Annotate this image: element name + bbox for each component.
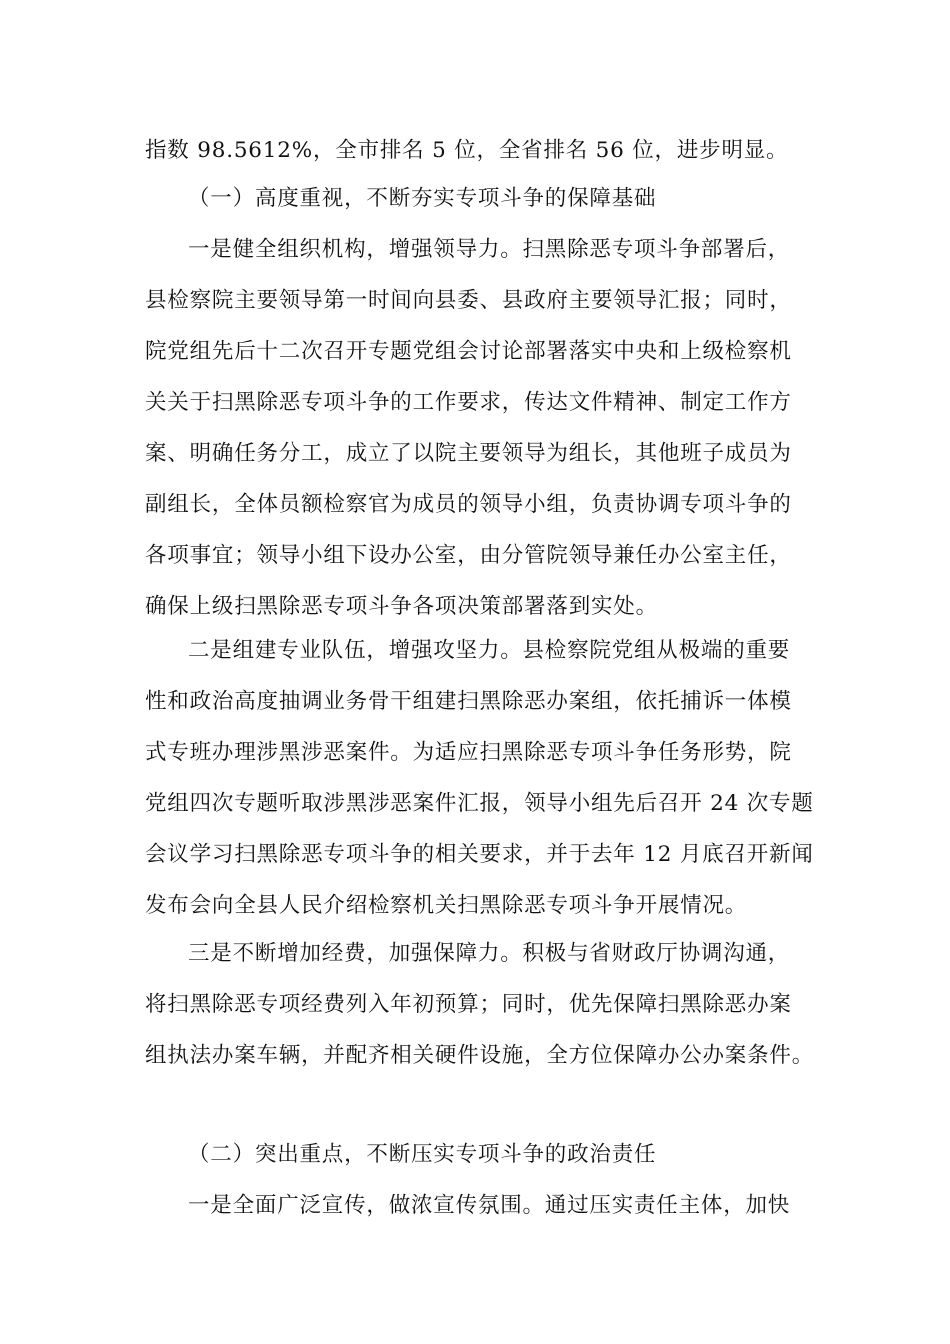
section-heading: （一）高度重视，不断夯实专项斗争的保障基础 xyxy=(188,186,657,211)
paragraph-line: 会议学习扫黑除恶专项斗争的相关要求，并于去年 12 月底召开新闻 xyxy=(145,842,814,867)
paragraph-line: 式专班办理涉黑涉恶案件。为适应扫黑除恶专项斗争任务形势，院 xyxy=(145,740,792,765)
paragraph-line: 关关于扫黑除恶专项斗争的工作要求，传达文件精神、制定工作方 xyxy=(145,390,792,415)
paragraph-line: 二是组建专业队伍，增强攻坚力。县检察院党组从极端的重要 xyxy=(188,638,791,663)
paragraph-line: 院党组先后十二次召开专题党组会讨论部署落实中央和上级检察机 xyxy=(145,339,792,364)
text-line: 指数 98.5612%，全市排名 5 位，全省排名 56 位，进步明显。 xyxy=(145,138,789,163)
paragraph-line: 一是健全组织机构，增强领导力。扫黑除恶专项斗争部署后， xyxy=(188,237,791,262)
paragraph-line: 一是全面广泛宣传，做浓宣传氛围。通过压实责任主体，加快 xyxy=(188,1193,791,1218)
paragraph-line: 发布会向全县人民介绍检察机关扫黑除恶专项斗争开展情况。 xyxy=(145,893,748,918)
paragraph-line: 组执法办案车辆，并配齐相关硬件设施，全方位保障办公办案条件。 xyxy=(145,1043,815,1068)
paragraph-line: 性和政治高度抽调业务骨干组建扫黑除恶办案组，依托捕诉一体模 xyxy=(145,689,792,714)
paragraph-line: 党组四次专题听取涉黑涉恶案件汇报，领导小组先后召开 24 次专题 xyxy=(145,791,814,816)
paragraph-line: 案、明确任务分工，成立了以院主要领导为组长，其他班子成员为 xyxy=(145,441,792,466)
paragraph-line: 县检察院主要领导第一时间向县委、县政府主要领导汇报；同时， xyxy=(145,288,792,313)
paragraph-line: 三是不断增加经费，加强保障力。积极与省财政厅协调沟通， xyxy=(188,941,791,966)
paragraph-line: 各项事宜；领导小组下设办公室，由分管院领导兼任办公室主任， xyxy=(145,543,792,568)
paragraph-line: 将扫黑除恶专项经费列入年初预算；同时，优先保障扫黑除恶办案 xyxy=(145,992,792,1017)
paragraph-line: 确保上级扫黑除恶专项斗争各项决策部署落到实处。 xyxy=(145,594,658,619)
paragraph-line: 副组长，全体员额检察官为成员的领导小组，负责协调专项斗争的 xyxy=(145,492,792,517)
section-heading: （二）突出重点，不断压实专项斗争的政治责任 xyxy=(188,1142,657,1167)
